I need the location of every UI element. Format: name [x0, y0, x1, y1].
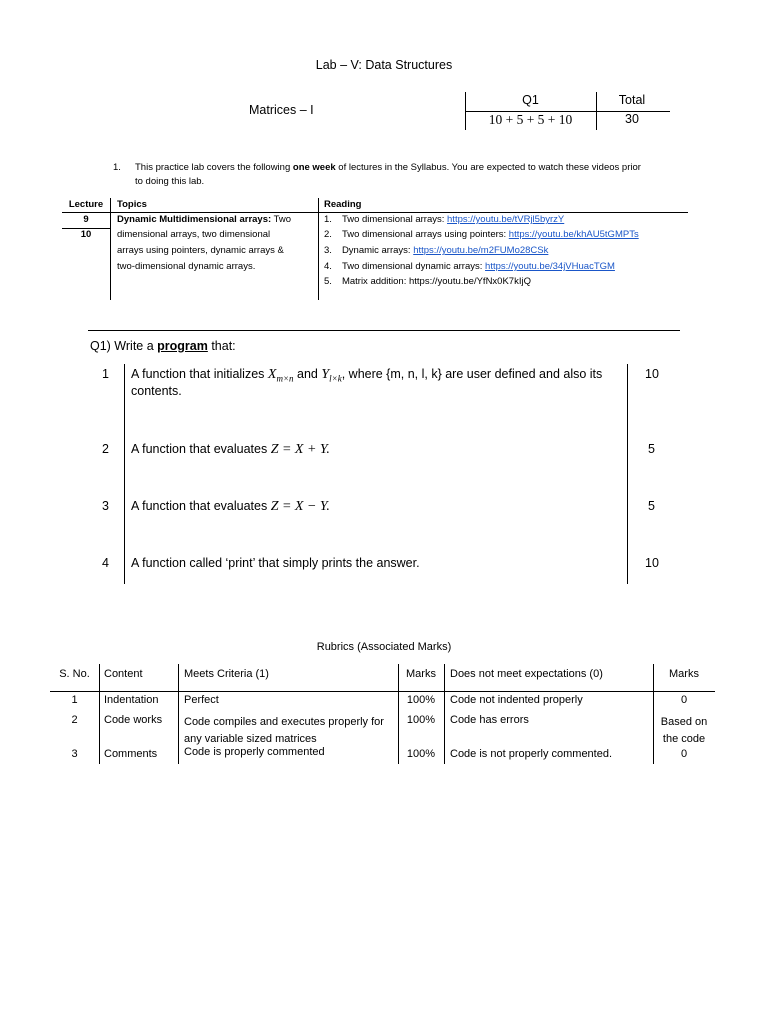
rubric-header-fails: Does not meet expectations (0): [450, 668, 603, 680]
reading-item: 1. Two dimensional arrays: https://youtu.be/tVRjl5byrzY: [324, 214, 565, 225]
rubric-content: Indentation: [104, 694, 159, 706]
rubric-content: Code works: [104, 714, 163, 726]
rubric-marks0: 0: [680, 694, 688, 706]
item-number: 1: [102, 367, 109, 381]
rubric-sno: 2: [71, 714, 78, 726]
item-2-text: A function that evaluates Z = X + Y.: [131, 442, 330, 457]
reading-item: 3. Dynamic arrays: https://youtu.be/m2FUMo28CSk: [324, 245, 549, 256]
topic-line-3: arrays using pointers, dynamic arrays &: [117, 245, 284, 256]
item-number: 4: [102, 556, 109, 570]
item-number: 3: [102, 499, 109, 513]
total-header: Total: [618, 93, 646, 107]
lecture-10: 10: [80, 229, 92, 240]
item-number: 2: [102, 442, 109, 456]
topic-line-2: dimensional arrays, two dimensional: [117, 229, 271, 240]
total-value: 30: [625, 112, 639, 126]
header-reading: Reading: [324, 199, 362, 210]
item-1-text: A function that initializes $X_{m\times n}$ and $Y_{l\times k}$, where {m, n, l, k} are user defined and also its: [131, 367, 603, 384]
question-heading: Q1) Write a program that:: [90, 339, 236, 353]
rubric-meets: Code is properly commented: [184, 746, 325, 758]
reading-link-3[interactable]: https://youtu.be/m2FUMo28CSk: [413, 245, 549, 256]
rubric-fails: Code not indented properly: [450, 694, 583, 706]
rubrics-title: Rubrics (Associated Marks): [316, 641, 452, 653]
topic-line-1: Dynamic Multidimensional arrays: Two: [117, 214, 292, 225]
q1-header: Q1: [522, 93, 539, 107]
topic-line-4: two-dimensional dynamic arrays.: [117, 261, 256, 272]
rubric-marks0: Based on the code: [660, 716, 708, 745]
reading-link-1[interactable]: https://youtu.be/tVRjl5byrzY: [447, 214, 565, 225]
reading-link-4[interactable]: https://youtu.be/34jVHuacTGM: [485, 261, 615, 272]
section-divider: [88, 330, 680, 331]
rubric-marks1: 100%: [406, 694, 436, 706]
reading-item: 5. Matrix addition: https://youtu.be/YfNx0K7kIjQ: [324, 276, 531, 287]
item-marks: 5: [648, 442, 655, 456]
rubric-marks0: 0: [680, 748, 688, 760]
header-topics: Topics: [117, 199, 147, 210]
rubric-meets: Perfect: [184, 694, 219, 706]
intro-line-1: This practice lab covers the following one week of lectures in the Syllabus. You are expected to watch these videos prior: [135, 162, 641, 173]
rubric-header-meets: Meets Criteria (1): [184, 668, 269, 680]
item-1-text-cont: contents.: [131, 384, 182, 398]
rubric-header-sno: S. No.: [59, 668, 90, 680]
reading-link-2[interactable]: https://youtu.be/khAU5tGMPTs: [508, 229, 639, 240]
reading-item: 4. Two dimensional dynamic arrays: https://youtu.be/34jVHuacTGM: [324, 261, 615, 272]
rubric-fails: Code has errors: [450, 714, 529, 726]
item-marks: 10: [645, 556, 659, 570]
rubric-sno: 3: [71, 748, 78, 760]
rubric-marks1: 100%: [406, 714, 436, 726]
rubric-header-content: Content: [104, 668, 143, 680]
page-title: Lab – V: Data Structures: [315, 58, 453, 72]
q1-value: 10 + 5 + 5 + 10: [488, 112, 573, 127]
item-marks: 10: [645, 367, 659, 381]
rubric-header-marks1: Marks: [406, 668, 436, 680]
page-subtitle: Matrices – I: [249, 103, 314, 117]
item-marks: 5: [648, 499, 655, 513]
reading-item: 2. Two dimensional arrays using pointers: https://youtu.be/khAU5tGMPTs: [324, 229, 639, 240]
item-3-text: A function that evaluates Z = X − Y.: [131, 499, 330, 514]
intro-line-2: to doing this lab.: [135, 176, 205, 187]
rubric-marks1: 100%: [406, 748, 436, 760]
lecture-9: 9: [83, 214, 89, 225]
intro-number: 1.: [113, 162, 121, 173]
rubric-sno: 1: [71, 694, 78, 706]
header-lecture: Lecture: [68, 199, 104, 210]
rubric-header-marks0: Marks: [669, 668, 699, 680]
item-4-text: A function called ‘print’ that simply prints the answer.: [131, 556, 420, 570]
rubric-content: Comments: [104, 748, 158, 760]
rubric-fails: Code is not properly commented.: [450, 748, 613, 760]
rubric-meets: Code compiles and executes properly for any variable sized matrices: [184, 716, 384, 745]
